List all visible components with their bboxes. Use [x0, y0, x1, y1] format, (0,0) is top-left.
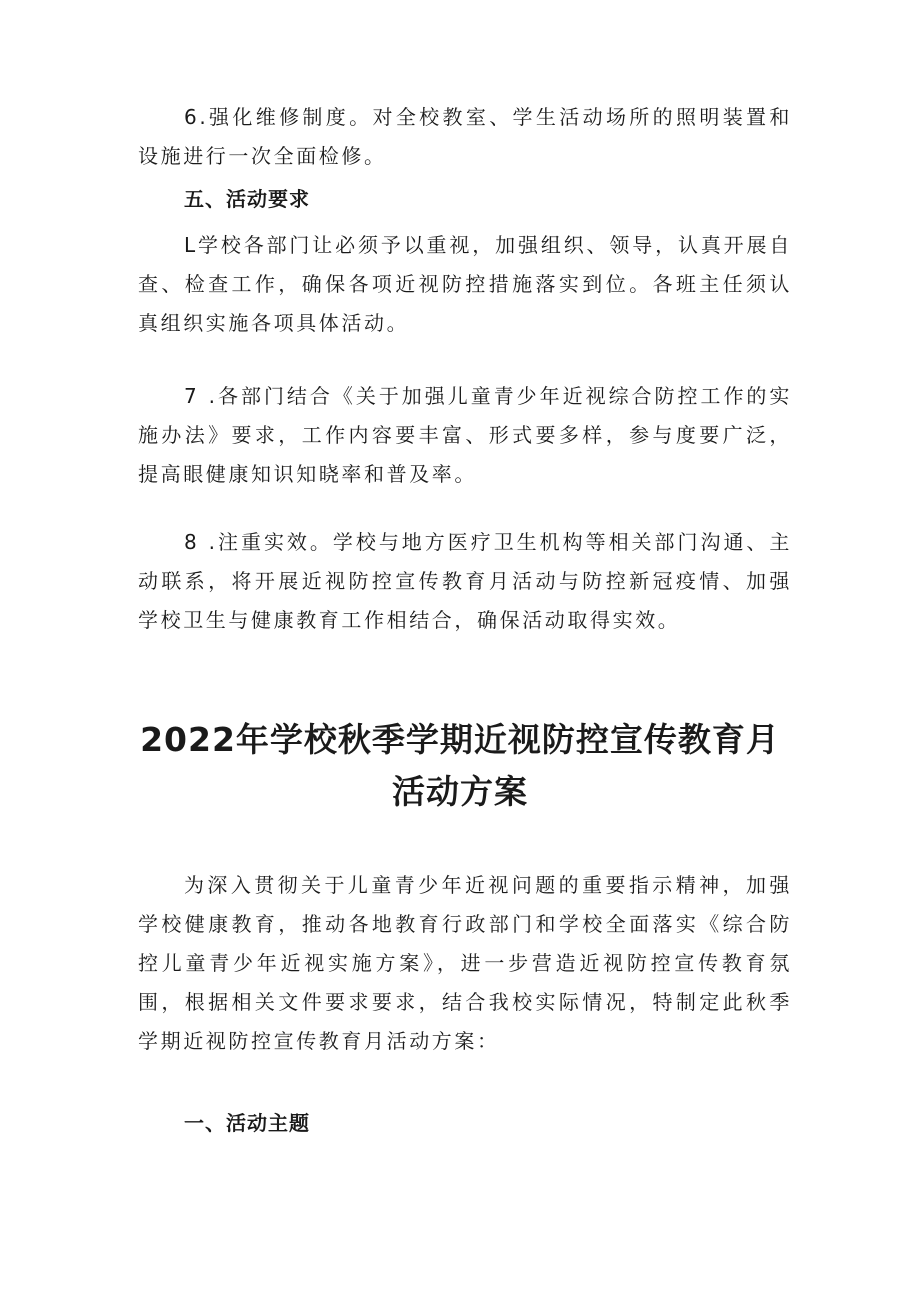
section-1-heading: 一、活动主题: [184, 1111, 310, 1135]
section-5-heading: 五、活动要求: [184, 187, 310, 211]
item-6-paragraph: 6.强化维修制度。对全校教室、学生活动场所的照明装置和设施进行一次全面检修。: [138, 105, 792, 168]
requirement-8-paragraph: 8 .注重实效。学校与地方医疗卫生机构等相关部门沟通、主动联系，将开展近视防控宣传教育月活动与防控新冠疫情、加强学校卫生与健康教育工作相结合，确保活动取得实效。: [138, 530, 792, 632]
document-title-line-1: 2022年学校秋季学期近视防控宣传教育月: [140, 720, 780, 759]
requirement-7-paragraph: 7 .各部门结合《关于加强儿童青少年近视综合防控工作的实施办法》要求，工作内容要丰富、形式要多样，参与度要广泛，提高眼健康知识知晓率和普及率。: [138, 384, 792, 486]
requirement-1-paragraph: L学校各部门让必须予以重视，加强组织、领导，认真开展自查、检查工作，确保各项近视防控措施落实到位。各班主任须认真组织实施各项具体活动。: [138, 233, 792, 335]
intro-paragraph: 为深入贯彻关于儿童青少年近视问题的重要指示精神，加强学校健康教育，推动各地教育行政部门和学校全面落实《综合防控儿童青少年近视实施方案》，进一步营造近视防控宣传教育氛围，根据相关文件要求要求，结合我校实际情况，特制定此秋季学期近视防控宣传教育月活动方案：: [138, 873, 792, 1053]
document-title-line-2: 活动方案: [392, 772, 528, 811]
